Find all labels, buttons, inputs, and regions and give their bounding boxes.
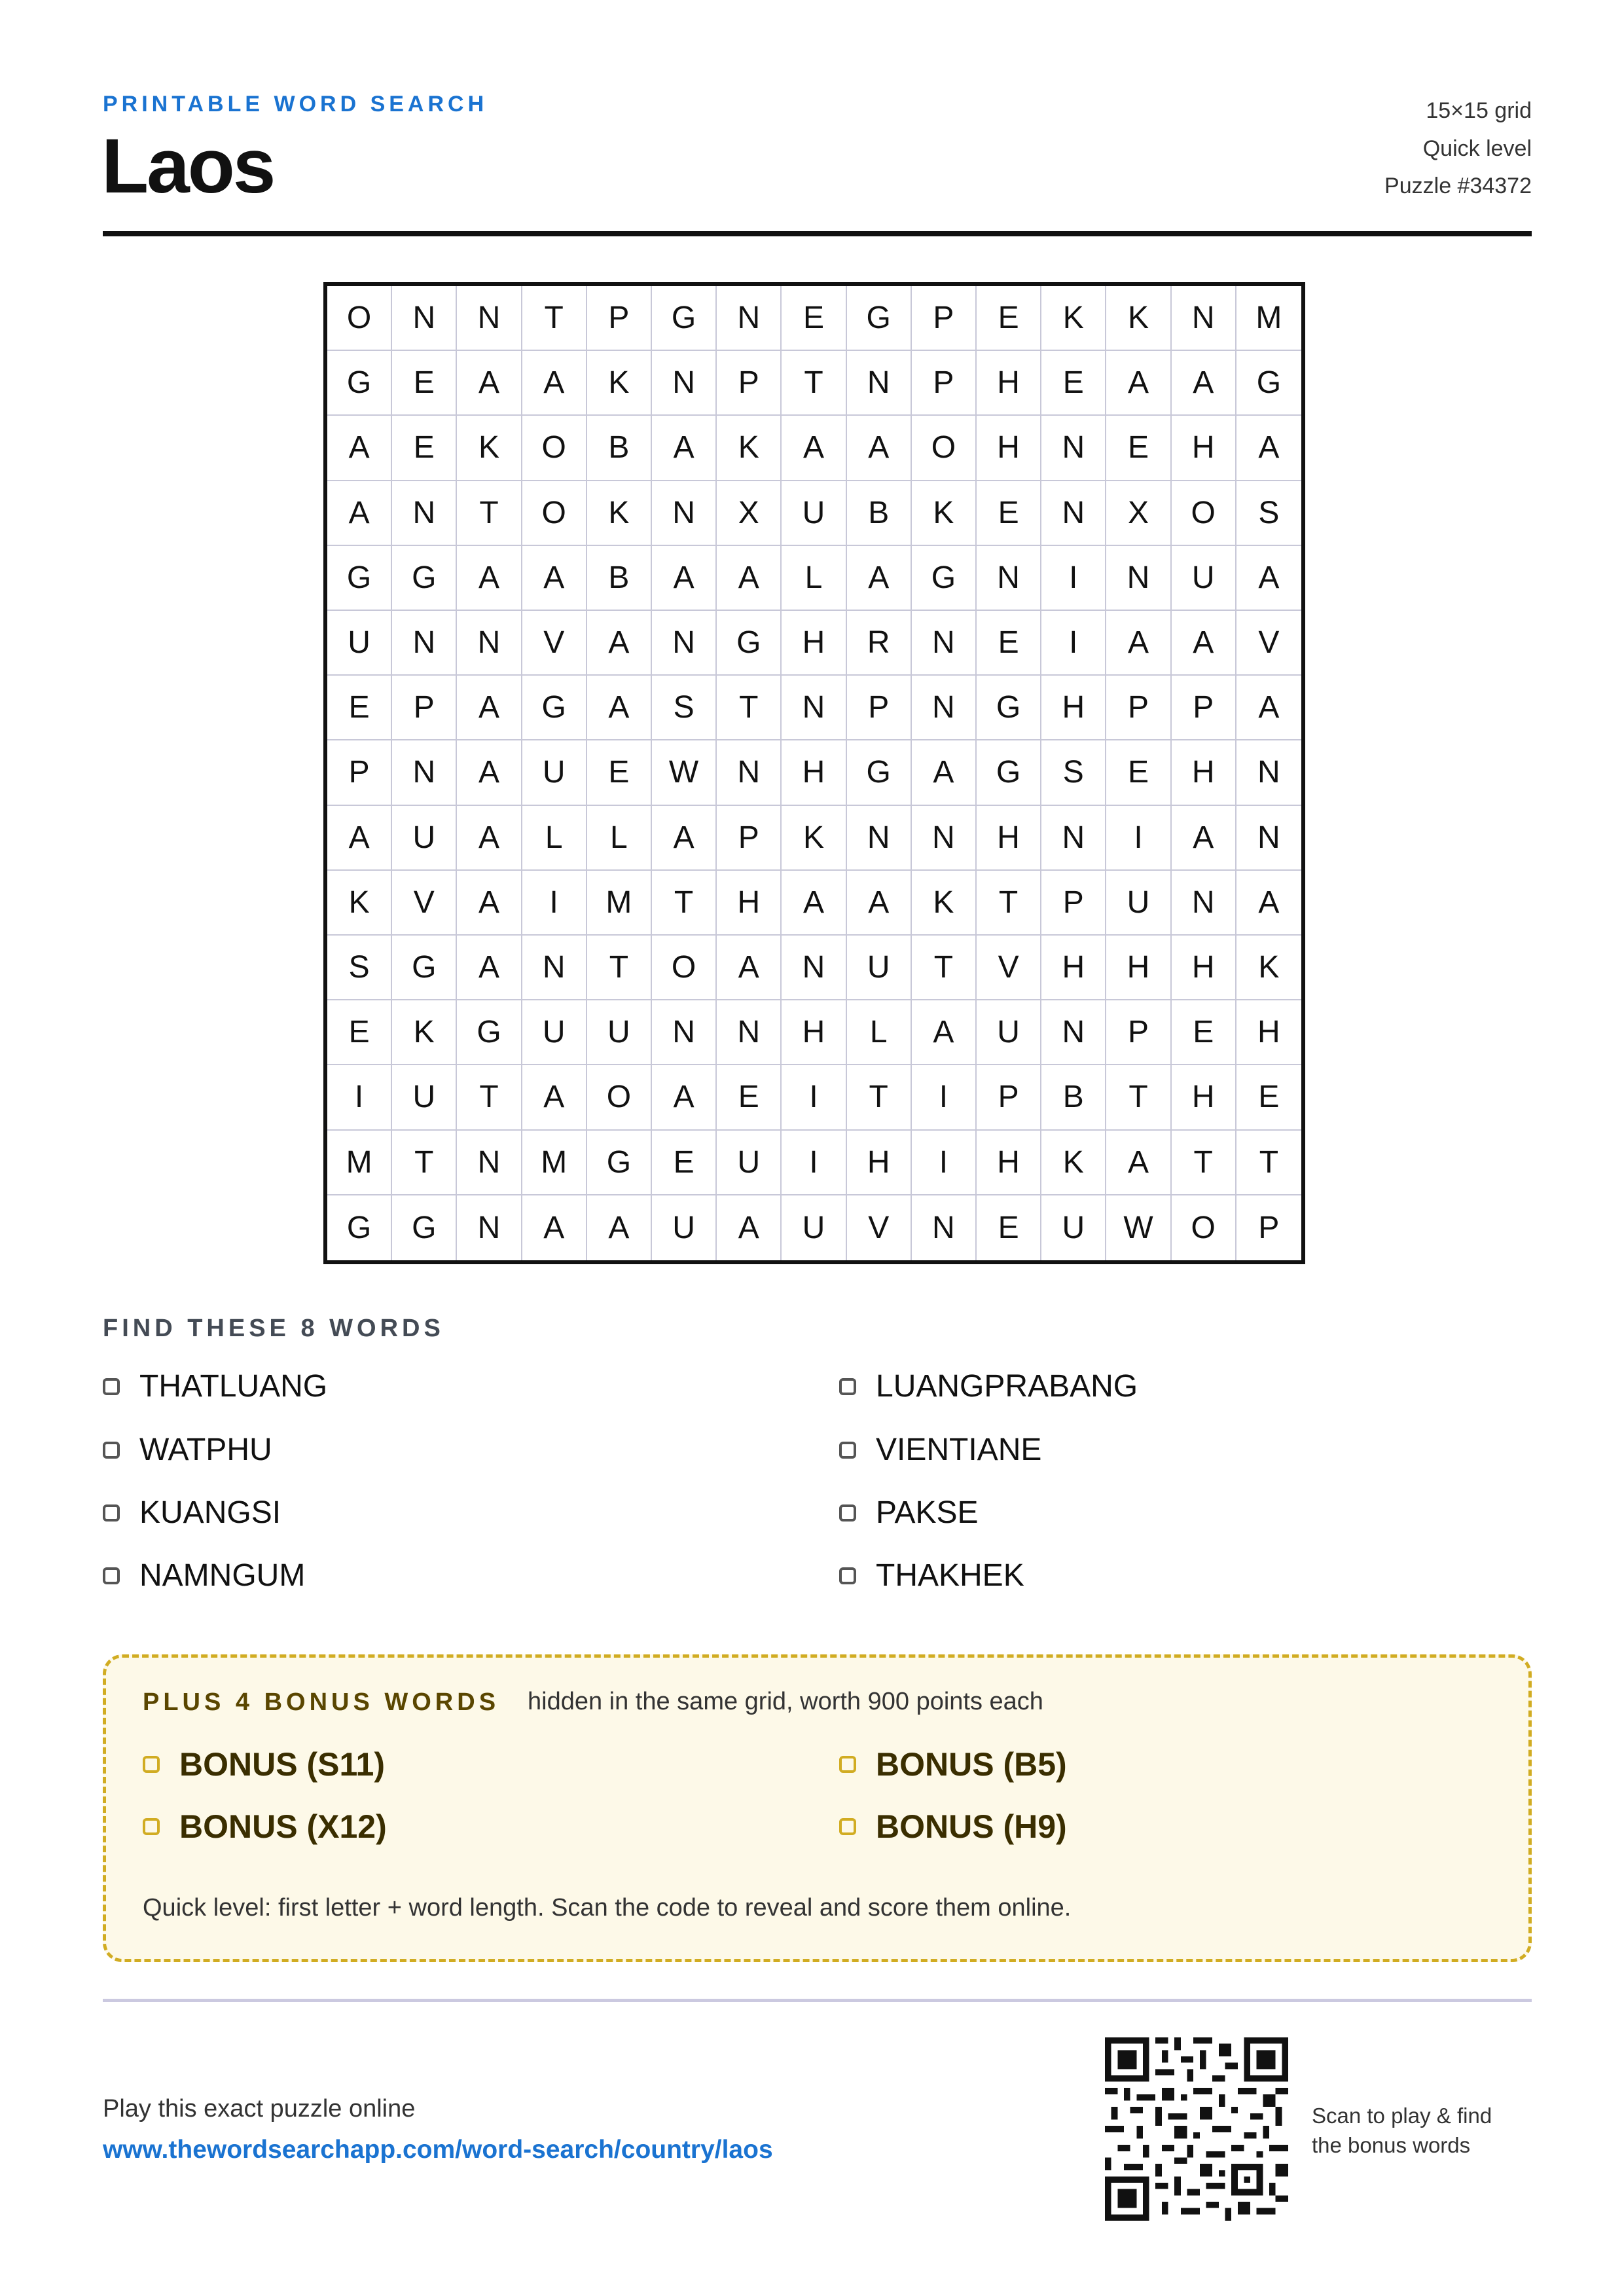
- grid-cell[interactable]: I: [1106, 806, 1171, 871]
- grid-cell[interactable]: E: [782, 286, 846, 351]
- grid-cell[interactable]: A: [717, 1195, 782, 1260]
- grid-cell[interactable]: G: [327, 546, 392, 611]
- grid-cell[interactable]: N: [1236, 806, 1301, 871]
- grid-cell[interactable]: U: [522, 740, 587, 805]
- grid-cell[interactable]: S: [327, 936, 392, 1000]
- grid-cell[interactable]: N: [912, 806, 977, 871]
- grid-cell[interactable]: M: [1236, 286, 1301, 351]
- grid-cell[interactable]: P: [392, 676, 457, 740]
- grid-cell[interactable]: H: [977, 351, 1041, 416]
- grid-cell[interactable]: L: [522, 806, 587, 871]
- grid-cell[interactable]: N: [522, 936, 587, 1000]
- grid-cell[interactable]: A: [587, 611, 652, 676]
- scan-caption-line: Scan to play & find: [1312, 2104, 1492, 2128]
- word-label: PAKSE: [876, 1495, 979, 1530]
- grid-cell[interactable]: H: [717, 871, 782, 936]
- grid-cell[interactable]: U: [782, 1195, 846, 1260]
- scan-caption: [1312, 2102, 1528, 2160]
- grid-cell[interactable]: H: [782, 740, 846, 805]
- grid-cell[interactable]: E: [587, 740, 652, 805]
- grid-cell[interactable]: O: [327, 286, 392, 351]
- grid-cell[interactable]: A: [1106, 351, 1171, 416]
- grid-cell[interactable]: N: [457, 1131, 522, 1195]
- grid-cell[interactable]: V: [977, 936, 1041, 1000]
- grid-cell[interactable]: X: [717, 481, 782, 546]
- grid-cell[interactable]: O: [1172, 1195, 1236, 1260]
- grid-cell[interactable]: A: [587, 1195, 652, 1260]
- grid-cell[interactable]: T: [977, 871, 1041, 936]
- grid-cell[interactable]: E: [327, 676, 392, 740]
- grid-cell[interactable]: K: [912, 871, 977, 936]
- qr-code-icon[interactable]: [1105, 2037, 1288, 2221]
- grid-cell[interactable]: G: [327, 351, 392, 416]
- grid-cell[interactable]: I: [1041, 546, 1106, 611]
- grid-cell[interactable]: T: [912, 936, 977, 1000]
- grid-cell[interactable]: P: [1258, 1210, 1280, 1245]
- grid-cell[interactable]: A: [1172, 806, 1236, 871]
- grid-cell[interactable]: E: [392, 416, 457, 481]
- grid-cell[interactable]: V: [847, 1195, 912, 1260]
- checkbox-icon[interactable]: [839, 1567, 856, 1584]
- grid-cell[interactable]: T: [392, 1131, 457, 1195]
- grid-cell[interactable]: E: [977, 611, 1041, 676]
- grid-cell[interactable]: E: [977, 1195, 1041, 1260]
- grid-cell[interactable]: N: [717, 740, 782, 805]
- grid-cell[interactable]: H: [782, 1000, 846, 1065]
- word-item[interactable]: [839, 1432, 1041, 1468]
- grid-cell[interactable]: A: [457, 806, 522, 871]
- grid-cell[interactable]: A: [847, 546, 912, 611]
- grid-cell[interactable]: P: [912, 351, 977, 416]
- grid-cell[interactable]: A: [457, 546, 522, 611]
- grid-cell[interactable]: N: [652, 1000, 717, 1065]
- word-item[interactable]: [839, 1558, 1024, 1594]
- grid-cell[interactable]: A: [1106, 1131, 1171, 1195]
- grid-cell[interactable]: N: [717, 286, 782, 351]
- word-item[interactable]: [103, 1432, 272, 1468]
- grid-cell[interactable]: E: [1106, 416, 1171, 481]
- grid-cell[interactable]: U: [782, 481, 846, 546]
- checkbox-icon[interactable]: [103, 1567, 120, 1584]
- grid-cell[interactable]: B: [1041, 1065, 1106, 1130]
- checkbox-icon[interactable]: [839, 1818, 856, 1835]
- grid-cell[interactable]: V: [392, 871, 457, 936]
- grid-cell[interactable]: N: [1041, 806, 1106, 871]
- checkbox-icon[interactable]: [103, 1378, 120, 1395]
- grid-cell[interactable]: A: [782, 871, 846, 936]
- grid-cell[interactable]: K: [1236, 936, 1301, 1000]
- grid-cell[interactable]: M: [587, 871, 652, 936]
- grid-cell[interactable]: K: [1106, 286, 1171, 351]
- grid-cell[interactable]: N: [392, 740, 457, 805]
- grid-cell[interactable]: H: [977, 416, 1041, 481]
- grid-cell[interactable]: N: [1041, 416, 1106, 481]
- grid-cell[interactable]: G: [522, 676, 587, 740]
- grid-cell[interactable]: H: [1041, 936, 1106, 1000]
- grid-cell[interactable]: N: [457, 286, 522, 351]
- grid-cell[interactable]: L: [782, 546, 846, 611]
- grid-cell[interactable]: U: [1041, 1195, 1106, 1260]
- grid-cell[interactable]: T: [457, 1065, 522, 1130]
- grid-cell[interactable]: P: [977, 1065, 1041, 1130]
- grid-cell[interactable]: P: [1041, 871, 1106, 936]
- grid-cell[interactable]: T: [522, 286, 587, 351]
- grid-cell[interactable]: A: [327, 416, 392, 481]
- bonus-subheading: hidden in the same grid, worth 900 points each: [528, 1688, 1043, 1715]
- checkbox-icon[interactable]: [839, 1756, 856, 1773]
- grid-cell[interactable]: A: [1106, 611, 1171, 676]
- grid-cell[interactable]: U: [717, 1131, 782, 1195]
- grid-cell[interactable]: H: [1041, 676, 1106, 740]
- grid-cell[interactable]: N: [457, 1195, 522, 1260]
- grid-cell[interactable]: A: [457, 936, 522, 1000]
- grid-cell[interactable]: U: [977, 1000, 1041, 1065]
- header-divider: [103, 231, 1532, 236]
- grid-cell[interactable]: K: [1041, 286, 1106, 351]
- grid-cell[interactable]: N: [1236, 740, 1301, 805]
- grid-cell[interactable]: G: [587, 1131, 652, 1195]
- word-item[interactable]: [103, 1495, 281, 1531]
- grid-cell[interactable]: W: [1106, 1195, 1171, 1260]
- grid-cell[interactable]: P: [717, 806, 782, 871]
- grid-cell[interactable]: G: [392, 936, 457, 1000]
- grid-cell[interactable]: V: [1236, 611, 1301, 676]
- grid-cell[interactable]: U: [392, 806, 457, 871]
- grid-cell[interactable]: P: [1106, 1000, 1171, 1065]
- grid-cell[interactable]: G: [652, 286, 717, 351]
- grid-cell[interactable]: N: [652, 611, 717, 676]
- grid-cell[interactable]: A: [847, 416, 912, 481]
- grid-cell[interactable]: H: [977, 806, 1041, 871]
- grid-cell[interactable]: B: [587, 416, 652, 481]
- grid-cell[interactable]: E: [652, 1131, 717, 1195]
- play-online-text: Play this exact puzzle online: [103, 2095, 416, 2123]
- grid-cell[interactable]: H: [1236, 1000, 1301, 1065]
- level-label: Quick level: [1422, 136, 1532, 161]
- checkbox-icon[interactable]: [103, 1442, 120, 1459]
- grid-cell[interactable]: H: [1172, 1065, 1236, 1130]
- grid-cell[interactable]: G: [327, 1195, 392, 1260]
- grid-cell[interactable]: E: [1106, 740, 1171, 805]
- grid-cell[interactable]: N: [652, 481, 717, 546]
- grid-cell[interactable]: U: [1106, 871, 1171, 936]
- grid-cell[interactable]: A: [522, 1195, 587, 1260]
- grid-cell[interactable]: S: [1236, 481, 1301, 546]
- grid-cell[interactable]: U: [1172, 546, 1236, 611]
- word-label: THAKHEK: [876, 1558, 1024, 1593]
- grid-cell[interactable]: H: [847, 1131, 912, 1195]
- grid-cell[interactable]: E: [327, 1000, 392, 1065]
- grid-cell[interactable]: N: [912, 676, 977, 740]
- grid-cell[interactable]: K: [392, 1000, 457, 1065]
- grid-cell[interactable]: P: [847, 676, 912, 740]
- grid-cell[interactable]: A: [457, 740, 522, 805]
- grid-cell[interactable]: A: [652, 1065, 717, 1130]
- grid-cell[interactable]: M: [522, 1131, 587, 1195]
- grid-cell[interactable]: S: [1041, 740, 1106, 805]
- bonus-heading: PLUS 4 BONUS WORDS: [143, 1688, 500, 1716]
- word-list-heading: FIND THESE 8 WORDS: [103, 1315, 444, 1342]
- puzzle-number-label: Puzzle #34372: [1384, 173, 1532, 198]
- footer-divider: [103, 1999, 1532, 2002]
- grid-cell[interactable]: E: [1172, 1000, 1236, 1065]
- grid-cell[interactable]: O: [522, 416, 587, 481]
- grid-cell[interactable]: K: [587, 351, 652, 416]
- checkbox-icon[interactable]: [839, 1442, 856, 1459]
- bonus-word-item[interactable]: [143, 1745, 385, 1783]
- grid-cell[interactable]: O: [912, 416, 977, 481]
- puzzle-link[interactable]: www.thewordsearchapp.com/word-search/country/laos: [103, 2136, 773, 2164]
- grid-cell[interactable]: S: [652, 676, 717, 740]
- grid-cell[interactable]: K: [912, 481, 977, 546]
- grid-cell[interactable]: P: [717, 351, 782, 416]
- grid-cell[interactable]: K: [1041, 1131, 1106, 1195]
- grid-cell[interactable]: T: [1236, 1131, 1301, 1195]
- grid-cell[interactable]: N: [1172, 286, 1236, 351]
- grid-cell[interactable]: A: [847, 871, 912, 936]
- grid-cell[interactable]: K: [782, 806, 846, 871]
- checkbox-icon[interactable]: [143, 1818, 160, 1835]
- grid-cell[interactable]: R: [847, 611, 912, 676]
- grid-cell[interactable]: U: [327, 611, 392, 676]
- grid-cell[interactable]: G: [847, 740, 912, 805]
- grid-cell[interactable]: A: [912, 1000, 977, 1065]
- checkbox-icon[interactable]: [839, 1504, 856, 1522]
- grid-cell[interactable]: N: [392, 611, 457, 676]
- grid-cell[interactable]: A: [522, 351, 587, 416]
- grid-cell[interactable]: T: [652, 871, 717, 936]
- word-label: KUANGSI: [139, 1495, 281, 1530]
- grid-cell[interactable]: U: [587, 1000, 652, 1065]
- grid-cell[interactable]: A: [1236, 676, 1301, 740]
- grid-cell[interactable]: A: [587, 676, 652, 740]
- grid-cell[interactable]: A: [717, 546, 782, 611]
- grid-cell[interactable]: N: [847, 351, 912, 416]
- grid-cell[interactable]: I: [522, 871, 587, 936]
- grid-cell[interactable]: G: [977, 676, 1041, 740]
- grid-cell[interactable]: O: [652, 936, 717, 1000]
- bonus-word-item[interactable]: [839, 1808, 1067, 1846]
- grid-cell[interactable]: T: [1172, 1131, 1236, 1195]
- grid-cell[interactable]: I: [782, 1131, 846, 1195]
- grid-cell[interactable]: I: [912, 1131, 977, 1195]
- grid-cell[interactable]: P: [1106, 676, 1171, 740]
- grid-cell[interactable]: K: [327, 871, 392, 936]
- grid-cell[interactable]: I: [327, 1065, 392, 1130]
- word-item[interactable]: [103, 1558, 305, 1594]
- grid-cell[interactable]: M: [327, 1131, 392, 1195]
- grid-cell[interactable]: N: [392, 286, 457, 351]
- grid-cell[interactable]: A: [1236, 416, 1301, 481]
- grid-size-label: 15×15 grid: [1426, 98, 1532, 123]
- grid-cell[interactable]: G: [392, 546, 457, 611]
- grid-cell[interactable]: A: [652, 416, 717, 481]
- grid-cell[interactable]: A: [327, 481, 392, 546]
- grid-cell[interactable]: N: [912, 1195, 977, 1260]
- grid-cell[interactable]: H: [1172, 936, 1236, 1000]
- bonus-note: Quick level: first letter + word length. Scan the code to reveal and score them online.: [143, 1894, 1072, 1922]
- grid-cell[interactable]: L: [847, 1000, 912, 1065]
- grid-cell[interactable]: E: [1236, 1065, 1301, 1130]
- grid-cell[interactable]: U: [392, 1065, 457, 1130]
- grid-cell[interactable]: N: [847, 806, 912, 871]
- grid-cell[interactable]: A: [1236, 871, 1301, 936]
- grid-cell[interactable]: G: [457, 1000, 522, 1065]
- grid-cell[interactable]: A: [652, 546, 717, 611]
- grid-cell[interactable]: E: [717, 1065, 782, 1130]
- grid-cell[interactable]: E: [392, 351, 457, 416]
- grid-cell[interactable]: P: [327, 740, 392, 805]
- grid-cell[interactable]: O: [587, 1065, 652, 1130]
- grid-cell[interactable]: N: [782, 936, 846, 1000]
- grid-cell[interactable]: A: [912, 740, 977, 805]
- grid-cell[interactable]: N: [1041, 481, 1106, 546]
- grid-cell[interactable]: A: [1172, 611, 1236, 676]
- grid-cell[interactable]: N: [912, 611, 977, 676]
- grid-cell[interactable]: N: [1041, 1000, 1106, 1065]
- grid-cell[interactable]: H: [1172, 740, 1236, 805]
- grid-cell[interactable]: N: [717, 1000, 782, 1065]
- grid-cell[interactable]: A: [782, 416, 846, 481]
- grid-cell[interactable]: T: [1106, 1065, 1171, 1130]
- scan-caption-line: the bonus words: [1312, 2132, 1471, 2157]
- grid-cell[interactable]: W: [652, 740, 717, 805]
- grid-cell[interactable]: K: [717, 416, 782, 481]
- bonus-word-item[interactable]: [143, 1808, 387, 1846]
- word-label: NAMNGUM: [139, 1558, 306, 1593]
- bonus-word-label: BONUS (H9): [876, 1808, 1067, 1845]
- grid-cell[interactable]: P: [912, 286, 977, 351]
- grid-cell[interactable]: A: [457, 351, 522, 416]
- grid-cell[interactable]: G: [1236, 351, 1301, 416]
- page-title: Laos: [101, 123, 274, 210]
- grid-cell[interactable]: O: [1172, 481, 1236, 546]
- grid-cell[interactable]: E: [977, 286, 1041, 351]
- grid-cell[interactable]: A: [327, 806, 392, 871]
- grid-cell[interactable]: G: [912, 546, 977, 611]
- grid-cell[interactable]: T: [717, 676, 782, 740]
- grid-cell[interactable]: K: [587, 481, 652, 546]
- checkbox-icon[interactable]: [103, 1504, 120, 1522]
- grid-cell[interactable]: N: [652, 351, 717, 416]
- letter-grid: [323, 282, 1305, 1264]
- grid-cell[interactable]: U: [847, 936, 912, 1000]
- word-item[interactable]: [103, 1368, 327, 1404]
- grid-cell[interactable]: A: [522, 546, 587, 611]
- eyebrow-label: PRINTABLE WORD SEARCH: [103, 92, 488, 117]
- grid-cell[interactable]: A: [457, 871, 522, 936]
- grid-cell[interactable]: T: [782, 351, 846, 416]
- grid-cell[interactable]: P: [587, 286, 652, 351]
- word-label: THATLUANG: [139, 1369, 328, 1404]
- grid-cell[interactable]: U: [522, 1000, 587, 1065]
- grid-cell[interactable]: G: [847, 286, 912, 351]
- grid-cell[interactable]: H: [1106, 936, 1171, 1000]
- grid-cell[interactable]: T: [847, 1065, 912, 1130]
- grid-cell[interactable]: E: [1041, 351, 1106, 416]
- word-item[interactable]: [839, 1368, 1138, 1404]
- grid-cell[interactable]: A: [652, 806, 717, 871]
- bonus-word-label: BONUS (S11): [179, 1746, 385, 1783]
- grid-cell[interactable]: O: [522, 481, 587, 546]
- grid-cell[interactable]: T: [457, 481, 522, 546]
- grid-cell[interactable]: A: [1236, 546, 1301, 611]
- grid-cell[interactable]: G: [977, 740, 1041, 805]
- grid-cell[interactable]: N: [1172, 871, 1236, 936]
- grid-cell[interactable]: A: [457, 676, 522, 740]
- grid-cell[interactable]: T: [587, 936, 652, 1000]
- grid-cell[interactable]: A: [1172, 351, 1236, 416]
- word-label: LUANGPRABANG: [876, 1369, 1138, 1404]
- grid-cell[interactable]: A: [522, 1065, 587, 1130]
- grid-cell[interactable]: V: [522, 611, 587, 676]
- grid-cell[interactable]: H: [977, 1131, 1041, 1195]
- grid-cell[interactable]: E: [977, 481, 1041, 546]
- grid-cell[interactable]: A: [717, 936, 782, 1000]
- grid-cell[interactable]: H: [1172, 416, 1236, 481]
- grid-cell[interactable]: K: [457, 416, 522, 481]
- checkbox-icon[interactable]: [839, 1378, 856, 1395]
- grid-cell[interactable]: I: [912, 1065, 977, 1130]
- grid-cell[interactable]: N: [977, 546, 1041, 611]
- checkbox-icon[interactable]: [143, 1756, 160, 1773]
- grid-cell[interactable]: N: [782, 676, 846, 740]
- bonus-word-label: BONUS (B5): [876, 1746, 1067, 1783]
- bonus-word-label: BONUS (X12): [179, 1808, 387, 1845]
- grid-cell[interactable]: N: [1106, 546, 1171, 611]
- grid-cell[interactable]: U: [652, 1195, 717, 1260]
- word-label: WATPHU: [139, 1432, 272, 1467]
- grid-cell[interactable]: N: [392, 481, 457, 546]
- word-label: VIENTIANE: [876, 1432, 1042, 1467]
- grid-cell[interactable]: H: [782, 611, 846, 676]
- word-item[interactable]: [839, 1495, 979, 1531]
- grid-cell[interactable]: I: [782, 1065, 846, 1130]
- bonus-word-item[interactable]: [839, 1745, 1067, 1783]
- grid-cell[interactable]: P: [1172, 676, 1236, 740]
- grid-cell[interactable]: B: [587, 546, 652, 611]
- grid-cell[interactable]: B: [847, 481, 912, 546]
- grid-cell[interactable]: L: [587, 806, 652, 871]
- grid-cell[interactable]: N: [457, 611, 522, 676]
- grid-cell[interactable]: G: [392, 1195, 457, 1260]
- grid-cell[interactable]: G: [717, 611, 782, 676]
- grid-cell[interactable]: I: [1041, 611, 1106, 676]
- grid-cell[interactable]: X: [1106, 481, 1171, 546]
